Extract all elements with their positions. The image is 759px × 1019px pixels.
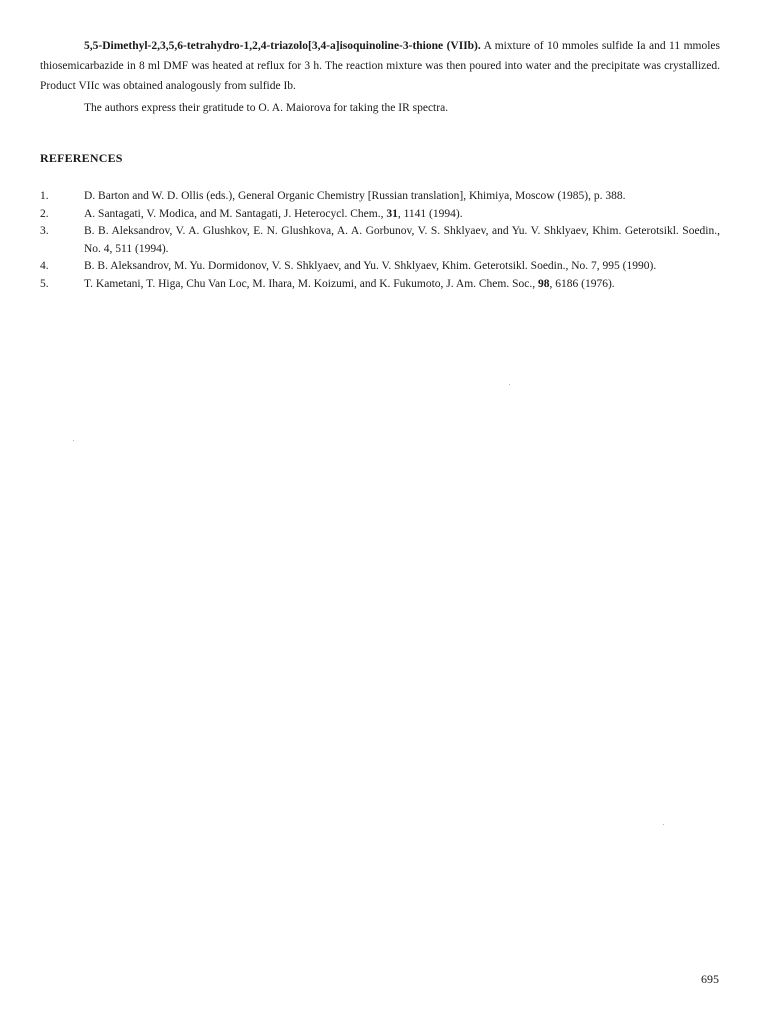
reference-text: T. Kametani, T. Higa, Chu Van Loc, M. Ihara, M. Koizumi, and K. Fukumoto, J. Am. Chem. Soc., 98, 6186 (1976). [84,277,615,290]
scan-speck [509,384,510,385]
reference-number: 1. [40,190,49,202]
acknowledgment: The authors express their gratitude to O. A. Maiorova for taking the IR spectra. [84,102,449,114]
reference-item [40,206,720,224]
references-heading: REFERENCES [40,151,123,165]
reference-item [40,276,720,294]
reference-item [40,223,720,258]
reference-number: 4. [40,260,49,272]
procedure-title: 5,5-Dimethyl-2,3,5,6-tetrahydro-1,2,4-triazolo[3,4-a]isoquinoline-3-thione (VIIb). [84,40,481,52]
reference-text: D. Barton and W. D. Ollis (eds.), General Organic Chemistry [Russian translation], Khimiya, Moscow (1985), p. 388. [84,190,626,202]
scan-speck [73,440,74,441]
procedure-paragraph [40,36,720,96]
scan-speck [663,824,664,825]
page-number: 695 [701,972,719,986]
procedure-text: A mixture of 10 mmoles sulfide Ia and 11 mmoles thiosemicarbazide in 8 ml DMF was heated at reflux for 3 h. The reaction mixture was then poured into water and the precipitate was crystallized. Product VIIc was obtained analogously from sulfide Ib. [40,40,720,92]
references-list [40,188,720,293]
reference-text: B. B. Aleksandrov, M. Yu. Dormidonov, V. S. Shklyaev, and Yu. V. Shklyaev, Khim. Geterotsikl. Soedin., No. 7, 995 (1990). [84,260,657,272]
reference-item [40,258,720,276]
reference-number: 2. [40,207,49,220]
reference-text: B. B. Aleksandrov, V. A. Glushkov, E. N. Glushkova, A. A. Gorbunov, V. S. Shklyaev, and Yu. V. Shklyaev, Khim. Geterotsikl. Soedin., No. 4, 511 (1994). [84,225,720,255]
reference-text: A. Santagati, V. Modica, and M. Santagati, J. Heterocycl. Chem., 31, 1141 (1994). [84,207,463,220]
reference-number: 3. [40,225,49,237]
reference-number: 5. [40,277,49,290]
reference-item [40,188,720,206]
